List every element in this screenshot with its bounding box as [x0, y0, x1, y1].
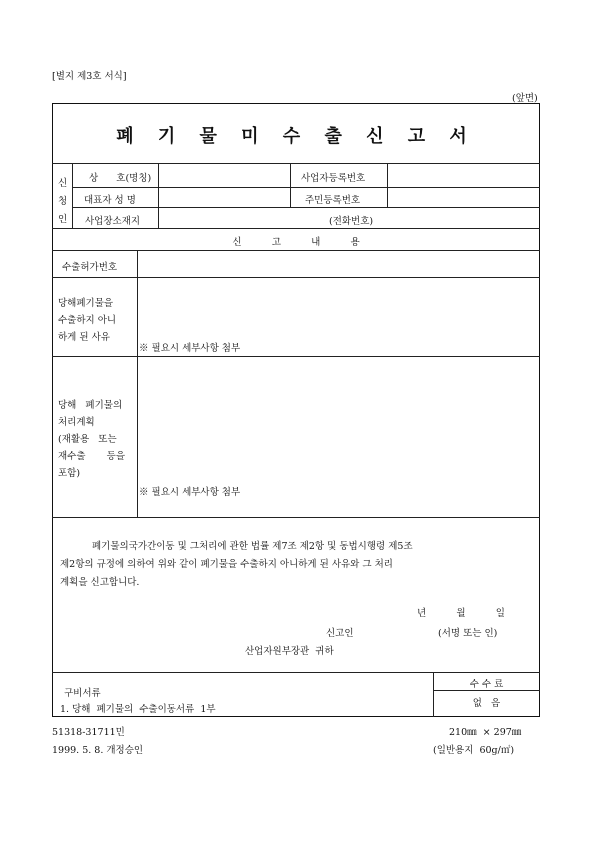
- attachments-title: 구비서류: [64, 688, 101, 699]
- date-line: 년 월 일: [417, 608, 505, 619]
- reason-note: ※ 필요시 세부사항 첨부: [139, 343, 241, 354]
- biz-reg-no-field[interactable]: [389, 165, 538, 185]
- side-label: (앞면): [512, 93, 538, 104]
- divider: [290, 163, 291, 207]
- form-number: 51318-31711민: [52, 727, 125, 738]
- divider: [72, 187, 540, 188]
- divider: [72, 207, 540, 208]
- plan-note: ※ 필요시 세부사항 첨부: [139, 487, 241, 498]
- address-label: 사업장소재지: [85, 216, 141, 227]
- resident-no-label: 주민등록번호: [305, 195, 361, 206]
- export-permit-label: 수출허가번호: [62, 262, 118, 273]
- reporter-label: 신고인: [326, 628, 354, 639]
- applicant-label-2: 청: [58, 196, 68, 207]
- fee-label: 수 수 료: [469, 679, 504, 690]
- plan-label-line: (재활용 또는: [58, 434, 117, 445]
- plan-label-line: 당해 폐기물의: [58, 400, 123, 411]
- plan-label-line: 포함): [58, 468, 81, 479]
- plan-label-line: 처리계획: [58, 417, 95, 428]
- applicant-label-1: 신: [58, 178, 68, 189]
- trade-name-label: 상 호(명칭): [89, 173, 152, 184]
- declaration-line: 제2항의 규정에 의하여 위와 같이 폐기물을 수출하지 아니하게 된 사유와 그 처리: [60, 559, 393, 570]
- plan-label-line: 재수출 등을: [58, 451, 126, 462]
- divider: [52, 277, 540, 278]
- divider: [433, 690, 540, 691]
- divider: [52, 163, 540, 164]
- declaration-line: 계획을 신고합니다.: [60, 577, 140, 588]
- phone-label: (전화번호): [329, 216, 374, 227]
- paper-type: (일반용지 60g/㎡): [433, 745, 515, 756]
- resident-no-field[interactable]: [389, 189, 538, 206]
- export-permit-field[interactable]: [139, 252, 538, 275]
- rep-name-label: 대표자 성 명: [84, 195, 136, 206]
- divider: [72, 163, 73, 228]
- divider: [52, 517, 540, 518]
- sign-label: (서명 또는 인): [438, 628, 498, 639]
- divider: [52, 228, 540, 229]
- divider: [158, 163, 159, 228]
- rep-name-field[interactable]: [160, 189, 288, 206]
- biz-reg-no-label: 사업자등록번호: [301, 173, 366, 184]
- page-title: 폐 기 물 미 수 출 신 고 서: [116, 126, 476, 147]
- reason-label-line: 당해폐기물을: [58, 298, 114, 309]
- divider: [137, 250, 138, 517]
- attachment-item: 1. 당해 폐기물의 수출이동서류 1부: [60, 704, 216, 715]
- fee-value: 없 음: [472, 698, 501, 709]
- divider: [52, 250, 540, 251]
- declaration-line: 폐기물의국가간이동 및 그처리에 관한 법률 제7조 제2항 및 동법시행령 제5조: [92, 541, 413, 552]
- form-tag: [별지 제3호 서식]: [52, 71, 127, 82]
- divider: [52, 356, 540, 357]
- reason-label-line: 하게 된 사유: [58, 332, 110, 343]
- approval-date: 1999. 5. 8. 개정승인: [52, 745, 144, 756]
- reporter-name-field[interactable]: [362, 621, 434, 637]
- divider: [52, 672, 540, 673]
- applicant-label-3: 인: [58, 214, 68, 225]
- addressee: 산업자원부장관 귀하: [245, 646, 334, 657]
- paper-size: 210㎜ × 297㎜: [449, 727, 522, 738]
- trade-name-field[interactable]: [160, 165, 288, 185]
- divider: [387, 163, 388, 207]
- reason-label-line: 수출하지 아니: [58, 315, 117, 326]
- report-header: 신 고 내 용: [232, 237, 360, 248]
